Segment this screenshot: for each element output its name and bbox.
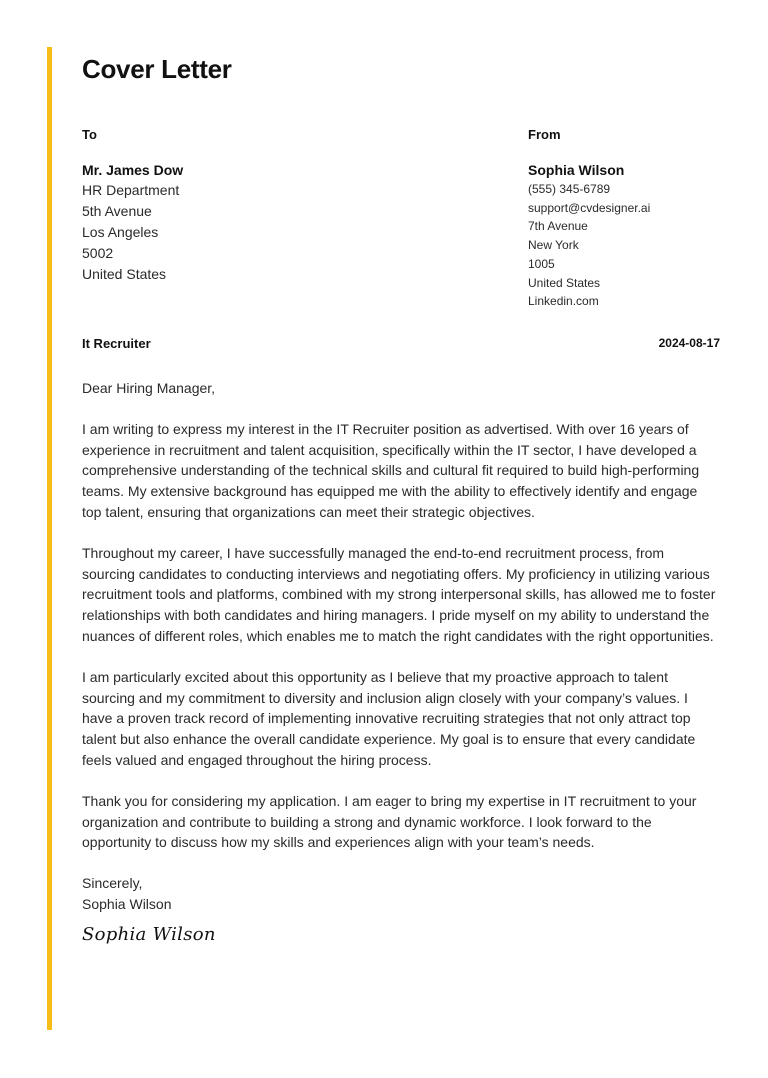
signature: Sophia Wilson [82, 923, 216, 945]
recipient-street: 5th Avenue [82, 203, 152, 219]
letter-date: 2024-08-17 [658, 336, 720, 350]
recipient-department: HR Department [82, 182, 180, 198]
sender-phone: (555) 345-6789 [528, 182, 611, 196]
sender-email: support@cvdesigner.ai [528, 200, 651, 215]
cover-letter-page [82, 52, 720, 946]
sender-city: New York [528, 238, 579, 253]
recipient-city: Los Angeles [82, 224, 159, 240]
job-title: It Recruiter [82, 336, 151, 351]
closing: Sincerely, [82, 875, 143, 892]
accent-bar [47, 47, 52, 1030]
sender-name: Sophia Wilson [528, 162, 625, 178]
sender-country: United States [528, 275, 601, 290]
sender-postal-code: 1005 [528, 256, 555, 271]
letter-body [82, 378, 720, 946]
recipient-postal-code: 5002 [82, 245, 114, 261]
sender-linkedin: Linkedin.com [528, 294, 599, 309]
page-title: Cover Letter [82, 54, 232, 84]
recipient-country: United States [82, 266, 167, 282]
body-paragraph: Throughout my career, I have successfully managed the end-to-end recruitment process, from sourcing candidates to conducting interviews and negotiating offers. My proficiency in utilizing various recruitment tools and platforms, combined with my strong interpersonal skills, has allowed me to foster relationships with both candidates and hiring managers. I pride myself on my ability to understand the nuances of different roles, which enables me to match the right candidates with the right opportunities. [82, 544, 716, 644]
address-section [82, 126, 720, 316]
sender-label: From [528, 127, 561, 142]
recipient-name: Mr. James Dow [82, 162, 184, 178]
recipient-block [82, 126, 382, 285]
sender-block [528, 126, 720, 311]
sender-street: 7th Avenue [528, 219, 588, 234]
recipient-label: To [82, 127, 97, 142]
body-paragraph: I am particularly excited about this opportunity as I believe that my proactive approach to talent sourcing and my commitment to diversity and inclusion align closely with your company’s values. I have a proven track record of implementing innovative recruiting strategies that not only attract top talent but also enhance the overall candidate experience. My goal is to ensure that every candidate feels valued and engaged throughout the hiring process. [82, 668, 696, 768]
closing-name: Sophia Wilson [82, 895, 172, 912]
subject-row [82, 336, 720, 356]
body-paragraph: I am writing to express my interest in the IT Recruiter position as advertised. With over 16 years of experience in recruitment and talent acquisition, specifically within the IT sector, I have developed a comprehensive understanding of the technical skills and cultural fit required to build high-performing teams. My extensive background has equipped me with the ability to effectively identify and engage top talent, ensuring that organizations can meet their strategic objectives. [82, 420, 700, 520]
salutation: Dear Hiring Manager, [82, 380, 216, 396]
body-paragraph: Thank you for considering my application. I am eager to bring my expertise in IT recruitment to your organization and contribute to building a strong and dynamic workforce. I look forward to the opportunity to discuss how my skills and experiences align with your team’s needs. [82, 792, 697, 851]
